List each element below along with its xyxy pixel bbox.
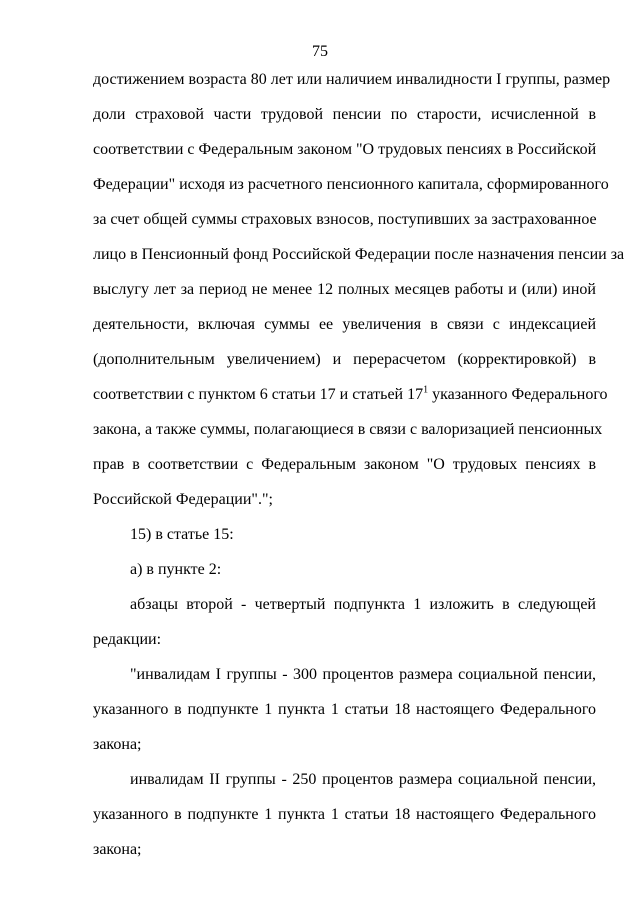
text-line: закона, а также суммы, полагающиеся в связи с валоризацией пенсионных — [93, 421, 603, 438]
text-line: абзацы второй - четвертый подпункта 1 изложить в следующей — [130, 596, 596, 613]
text-segment: указанного Федерального — [428, 386, 608, 403]
text-line: редакции: — [93, 631, 162, 648]
text-line: (дополнительным увеличением) и перерасчетом (корректировкой) в — [93, 351, 596, 368]
text-line: Федерации" исходя из расчетного пенсионного капитала, сформированного — [93, 176, 609, 193]
text-line: выслугу лет за период не менее 12 полных месяцев работы и (или) иной — [93, 281, 596, 298]
text-line: инвалидам II группы - 250 процентов размера социальной пенсии, — [130, 771, 596, 788]
text-line: достижением возраста 80 лет или наличием инвалидности I группы, размер — [93, 71, 611, 88]
superscript: 1 — [423, 384, 429, 396]
text-line: указанного в подпункте 1 пункта 1 статьи 18 настоящего Федерального — [93, 701, 596, 718]
text-line: лицо в Пенсионный фонд Российской Федерации после назначения пенсии за — [93, 246, 625, 263]
text-line: за счет общей суммы страховых взносов, поступивших за застрахованное — [93, 211, 597, 228]
text-line: доли страховой части трудовой пенсии по старости, исчисленной в — [93, 106, 596, 123]
text-line — [93, 384, 608, 405]
text-line: закона; — [93, 841, 142, 858]
text-segment: соответствии с пунктом 6 статьи 17 и статьей 17 — [93, 386, 424, 403]
text-line: указанного в подпункте 1 пункта 1 статьи 18 настоящего Федерального — [93, 806, 596, 823]
text-line: "инвалидам I группы - 300 процентов размера социальной пенсии, — [130, 666, 596, 683]
text-line: соответствии с Федеральным законом "О трудовых пенсиях в Российской — [93, 141, 597, 158]
page-number: 75 — [312, 43, 328, 60]
text-line: 15) в статье 15: — [130, 526, 234, 543]
text-line: прав в соответствии с Федеральным законом "О трудовых пенсиях в — [93, 456, 596, 473]
text-line: закона; — [93, 736, 142, 753]
text-line: а) в пункте 2: — [130, 561, 222, 578]
text-line: Российской Федерации"."; — [93, 491, 273, 508]
text-line: деятельности, включая суммы ее увеличения в связи с индексацией — [93, 316, 596, 333]
